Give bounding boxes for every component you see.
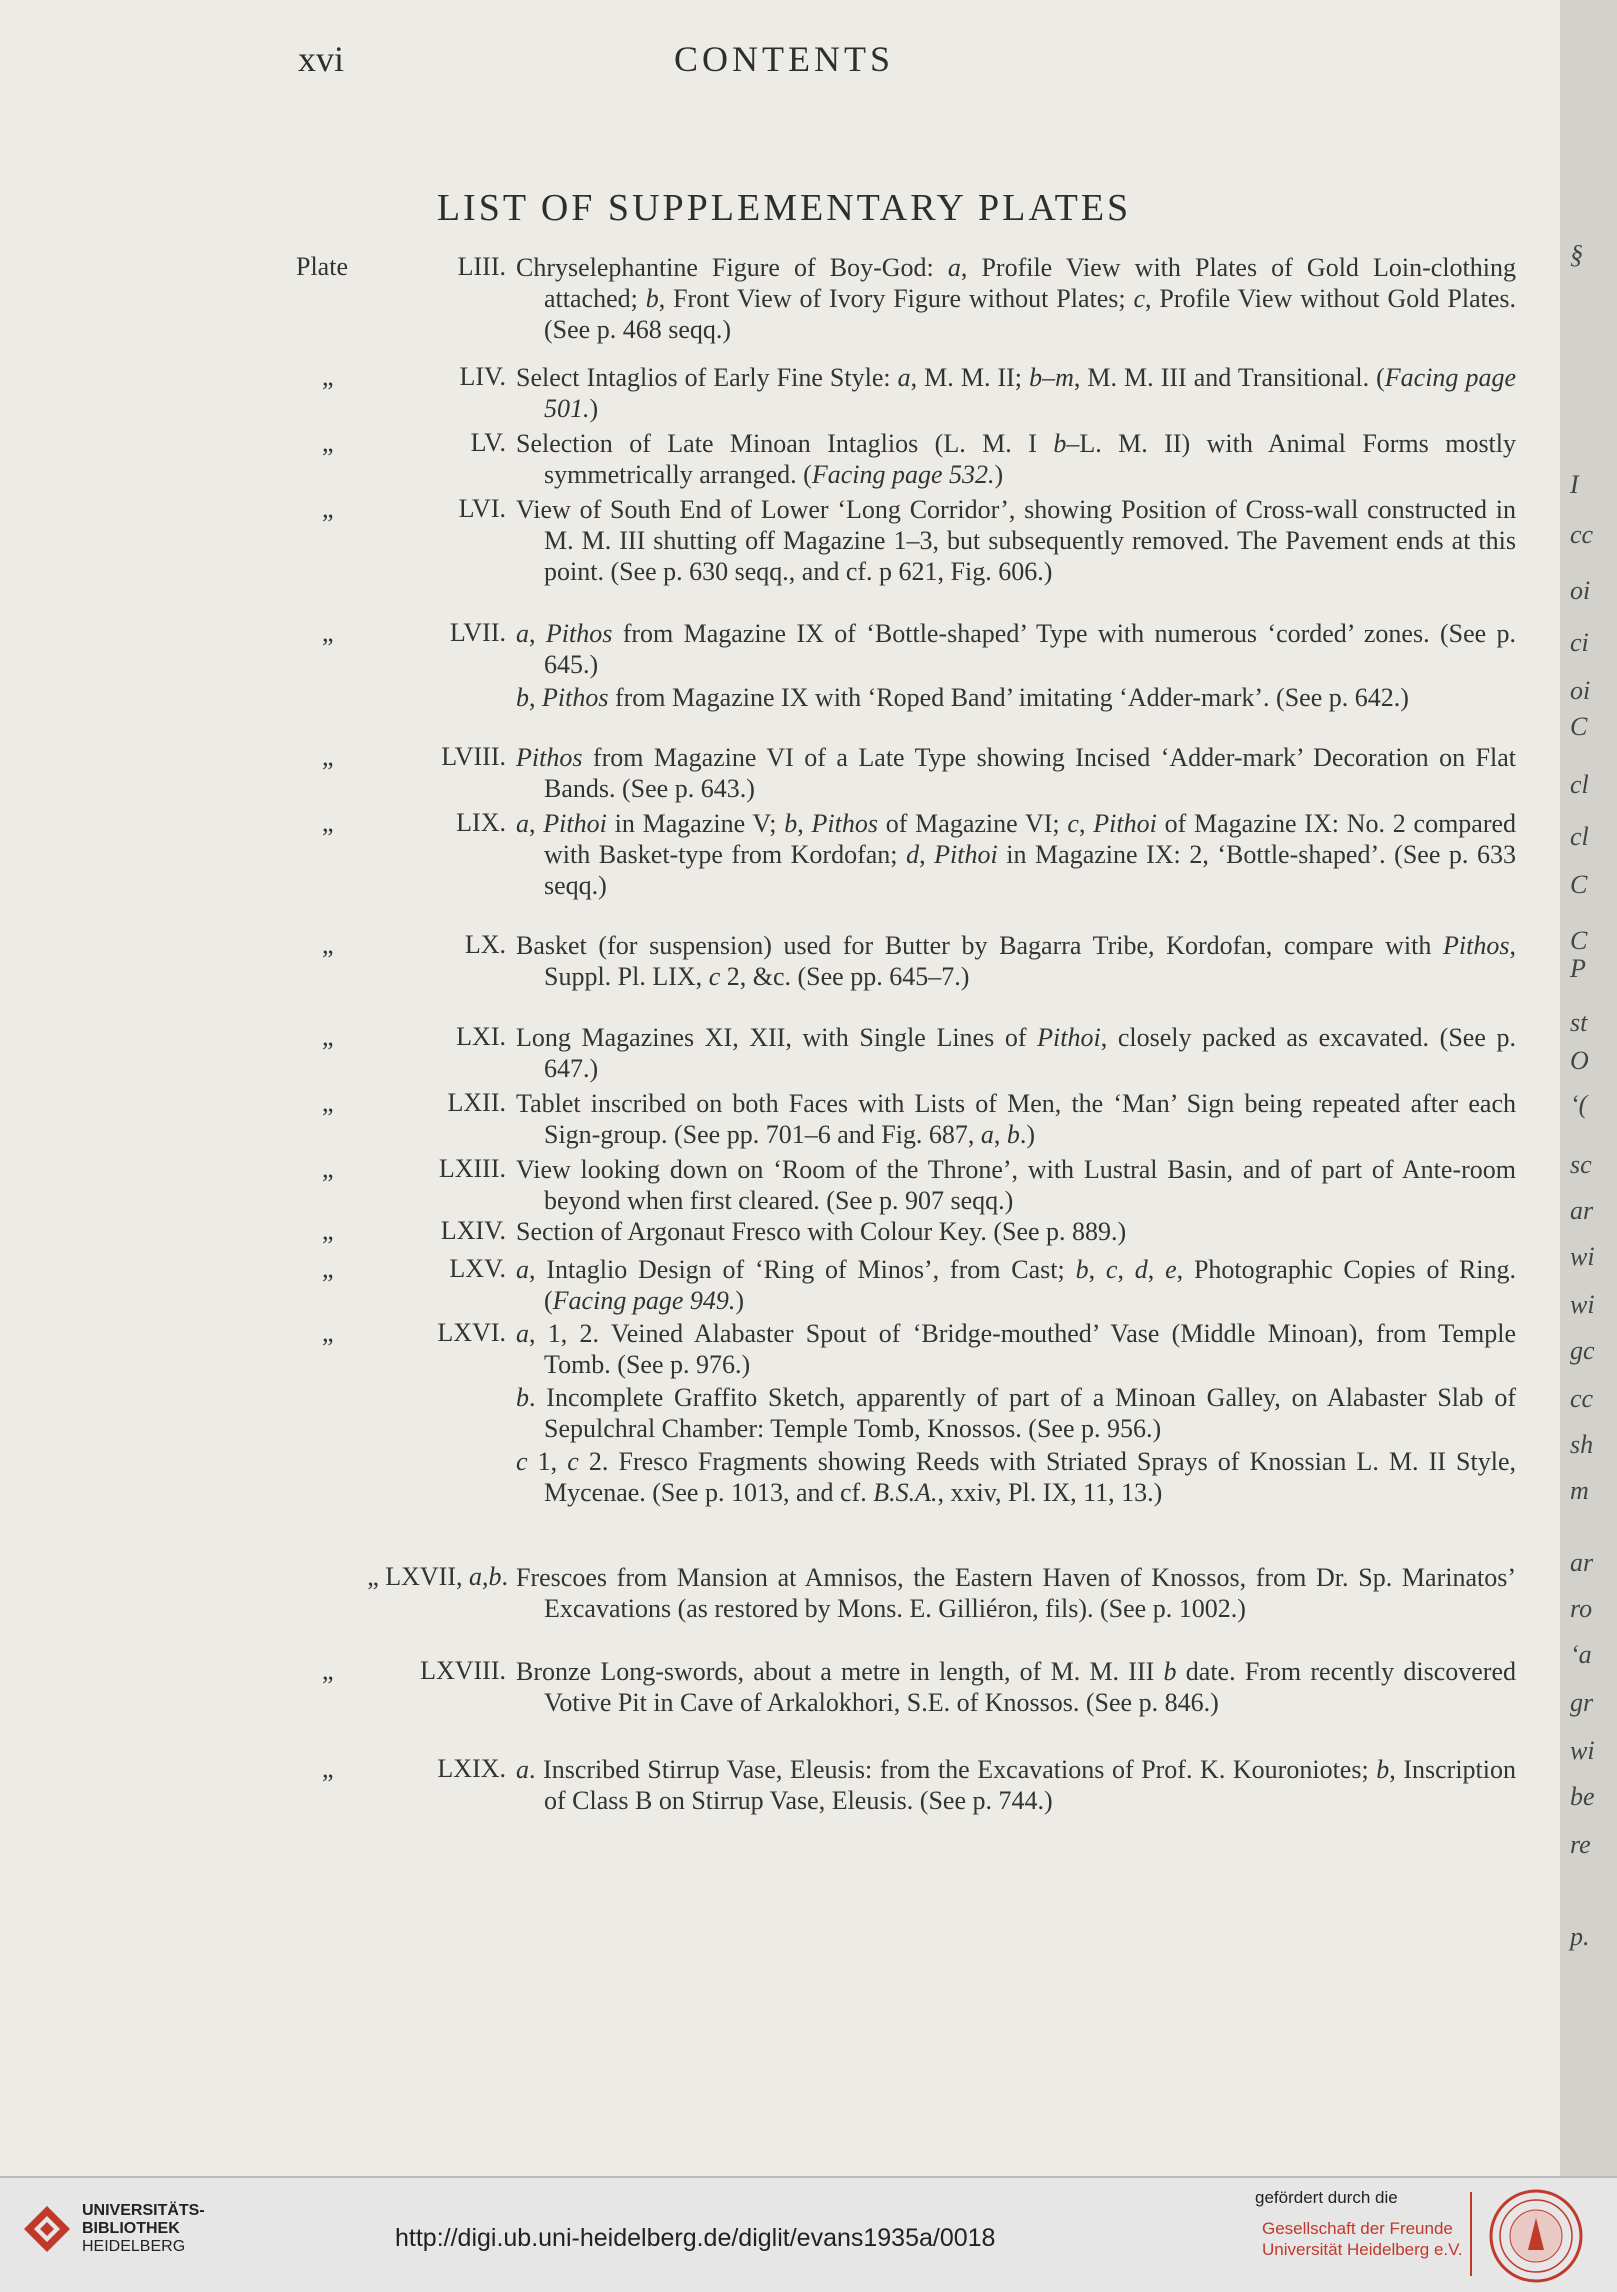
plate-number: LV. — [470, 428, 506, 457]
ditto-mark: „ — [322, 1254, 334, 1283]
description-paragraph: Long Magazines XI, XII, with Single Lines of Pithoi, closely packed as excavated. (See p. 647.) — [516, 1023, 1517, 1083]
plate-description — [516, 808, 1516, 903]
ditto-mark: „ — [322, 1088, 334, 1117]
facing-page-fragment: O — [1570, 1046, 1589, 1075]
funded-by-label: gefördert durch die — [1255, 2188, 1398, 2207]
facing-page-fragment: oi — [1570, 676, 1591, 705]
plate-number: LXIX. — [437, 1754, 506, 1783]
facing-page-fragment: st — [1570, 1008, 1588, 1037]
description-paragraph: Frescoes from Mansion at Amnisos, the Eastern Haven of Knossos, from Dr. Sp. Marinatos’ Excavations (as restored by Mons. E. Gilliéron, fils). (See p. 1002.) — [516, 1563, 1516, 1623]
society-line-1: Gesellschaft der Freunde — [1262, 2219, 1453, 2238]
society-name — [1262, 2218, 1463, 2260]
ditto-mark: „ — [322, 494, 334, 523]
plate-description — [516, 742, 1516, 806]
facing-page-fragment: re — [1570, 1830, 1591, 1859]
facing-page-fragment: ‘( — [1570, 1090, 1588, 1119]
plate-description — [516, 428, 1516, 492]
plate-number: LIV. — [459, 362, 506, 391]
ditto-mark: „ — [322, 618, 334, 647]
description-paragraph: View of South End of Lower ‘Long Corridor’, showing Position of Cross-wall constructed in M. M. III shutting off Magazine 1–3, but subsequently removed. The Pavement ends at this point. (See p. 630 seqq., and cf. p 621, Fig. 606.) — [516, 495, 1516, 586]
plate-number: LXVI. — [437, 1318, 506, 1347]
facing-page-fragment: ro — [1570, 1594, 1593, 1623]
description-paragraph: Chryselephantine Figure of Boy-God: a, Profile View with Plates of Gold Loin-clothing attached; b, Front View of Ivory Figure without Plates; c, Profile View without Gold Plates. (See p. 468 seqq.) — [516, 253, 1517, 344]
facing-page-fragment: cc — [1570, 1384, 1594, 1413]
digitization-footer — [0, 2176, 1617, 2292]
library-line-1: UNIVERSITÄTS- — [82, 2202, 205, 2219]
footer-divider — [1470, 2192, 1472, 2276]
description-paragraph: a. Inscribed Stirrup Vase, Eleusis: from the Excavations of Prof. K. Kouroniotes; b, Inscription of Class B on Stirrup Vase, Eleusis. (See p. 744.) — [516, 1755, 1516, 1815]
ditto-mark: „ — [322, 428, 334, 457]
plate-number: LVIII. — [441, 742, 506, 771]
facing-page-fragment: cc — [1570, 520, 1594, 549]
page-number: xvi — [298, 39, 345, 79]
ditto-mark: „ — [322, 1318, 334, 1347]
ditto-mark: „ — [322, 742, 334, 771]
facing-page-fragment: gc — [1570, 1336, 1595, 1365]
facing-page-fragment: C — [1570, 712, 1588, 741]
description-paragraph: a, Pithos from Magazine IX of ‘Bottle-shaped’ Type with numerous ‘corded’ zones. (See p. 645.) — [516, 619, 1517, 679]
plate-description — [516, 618, 1516, 715]
description-paragraph: Basket (for suspension) used for Butter by Bagarra Tribe, Kordofan, compare with Pithos, Suppl. Pl. LIX, c 2, &c. (See pp. 645–7.) — [516, 931, 1516, 991]
plate-number: LX. — [464, 930, 506, 959]
running-title: CONTENTS — [674, 39, 894, 79]
list-title: LIST OF SUPPLEMENTARY PLATES — [436, 187, 1132, 229]
plate-description — [516, 1216, 1516, 1249]
description-paragraph: View looking down on ‘Room of the Throne’, with Lustral Basin, and of part of Ante-room beyond when first cleared. (See p. 907 seqq.) — [516, 1155, 1516, 1215]
plate-number: LXII. — [447, 1088, 506, 1117]
plate-number: LXIII. — [438, 1154, 506, 1183]
plate-label: Plate — [296, 252, 348, 281]
plate-description — [516, 362, 1516, 426]
description-paragraph: Select Intaglios of Early Fine Style: a, M. M. II; b–m, M. M. III and Transitional. (Facing page 501.) — [516, 363, 1517, 423]
plate-description — [516, 1754, 1516, 1818]
ditto-mark: „ — [322, 1022, 334, 1051]
description-paragraph: a, Pithoi in Magazine V; b, Pithos of Magazine VI; c, Pithoi of Magazine IX: No. 2 compared with Basket-type from Kordofan; d, Pithoi in Magazine IX: 2, ‘Bottle-shaped’. (See p. 633 seqq.) — [516, 809, 1517, 900]
facing-page-fragment: ‘a — [1570, 1640, 1592, 1669]
library-name — [82, 2202, 205, 2256]
plate-number: LXI. — [456, 1022, 506, 1051]
ditto-mark: „ — [322, 930, 334, 959]
facing-page-fragment: wi — [1570, 1242, 1595, 1271]
facing-page-fragment: m — [1570, 1476, 1589, 1505]
facing-page-fragment: cl — [1570, 822, 1589, 851]
plate-description — [516, 1088, 1516, 1152]
facing-page-fragment: sh — [1570, 1430, 1594, 1459]
plate-number: LVI. — [458, 494, 506, 523]
description-paragraph: b, Pithos from Magazine IX with ‘Roped Band’ imitating ‘Adder-mark’. (See p. 642.) — [516, 683, 1409, 712]
university-seal-icon — [1488, 2188, 1584, 2284]
facing-page-fragment: sc — [1570, 1150, 1592, 1179]
ditto-mark: „ — [322, 808, 334, 837]
facing-page-fragment: gr — [1570, 1688, 1594, 1717]
ditto-mark: „ — [322, 362, 334, 391]
facing-page-fragment: § — [1570, 240, 1583, 269]
society-line-2: Universität Heidelberg e.V. — [1262, 2240, 1463, 2259]
description-paragraph: a, 1, 2. Veined Alabaster Spout of ‘Bridge-mouthed’ Vase (Middle Minoan), from Temple Tomb. (See p. 976.) — [516, 1319, 1516, 1379]
library-logo-icon — [22, 2204, 72, 2254]
description-paragraph: Bronze Long-swords, about a metre in length, of M. M. III b date. From recently discovered Votive Pit in Cave of Arkalokhori, S.E. of Knossos. (See p. 846.) — [516, 1657, 1516, 1717]
description-paragraph: Section of Argonaut Fresco with Colour Key. (See p. 889.) — [516, 1217, 1127, 1246]
facing-page-fragment: ci — [1570, 628, 1589, 657]
ditto-mark: „ — [322, 1216, 334, 1245]
facing-page-fragment: ar — [1570, 1548, 1594, 1577]
plate-description — [516, 252, 1516, 347]
plate-description — [516, 1656, 1516, 1720]
facing-page-fragment: oi — [1570, 576, 1591, 605]
facing-page-fragment: C — [1570, 926, 1588, 955]
plate-number: LIII. — [457, 252, 506, 281]
plate-description — [516, 1254, 1516, 1318]
facing-page-edge — [1560, 0, 1617, 2176]
source-url-link[interactable]: http://digi.ub.uni-heidelberg.de/diglit/evans1935a/0018 — [395, 2224, 996, 2252]
facing-page-fragment: wi — [1570, 1290, 1595, 1319]
plate-number: „ LXVII, a,b. — [367, 1562, 508, 1591]
ditto-mark: „ — [322, 1154, 334, 1183]
plate-number: LXIV. — [440, 1216, 506, 1245]
library-line-3: HEIDELBERG — [82, 2238, 186, 2255]
plate-description — [516, 1022, 1516, 1086]
plate-number: LVII. — [449, 618, 506, 647]
description-paragraph: Tablet inscribed on both Faces with Lists of Men, the ‘Man’ Sign being repeated after each Sign-group. (See pp. 701–6 and Fig. 687, a, b.) — [516, 1089, 1516, 1149]
plate-number: LXVIII. — [420, 1656, 506, 1685]
facing-page-fragment: be — [1570, 1782, 1595, 1811]
facing-page-fragment: C — [1570, 870, 1588, 899]
plate-number: LIX. — [456, 808, 506, 837]
description-paragraph: b. Incomplete Graffito Sketch, apparently of part of a Minoan Galley, on Alabaster Slab of Sepulchral Chamber: Temple Tomb, Knossos. (See p. 956.) — [516, 1383, 1516, 1443]
facing-page-fragment: wi — [1570, 1736, 1595, 1765]
description-paragraph: a, Intaglio Design of ‘Ring of Minos’, from Cast; b, c, d, e, Photographic Copies of Ring. (Facing page 949.) — [516, 1255, 1517, 1315]
ditto-mark: „ — [322, 1656, 334, 1685]
description-paragraph: Selection of Late Minoan Intaglios (L. M. I b–L. M. II) with Animal Forms mostly symmetrically arranged. (Facing page 532.) — [516, 429, 1517, 489]
library-line-2: BIBLIOTHEK — [82, 2220, 180, 2237]
facing-page-fragment: ar — [1570, 1196, 1594, 1225]
description-paragraph: c 1, c 2. Fresco Fragments showing Reeds with Striated Sprays of Knossian L. M. II Style, Mycenae. (See p. 1013, and cf. B.S.A., xxiv, Pl. IX, 11, 13.) — [516, 1447, 1516, 1507]
plate-description — [516, 494, 1516, 589]
plate-description — [516, 1154, 1516, 1218]
facing-page-fragment: P — [1570, 954, 1586, 983]
facing-page-fragment: cl — [1570, 770, 1589, 799]
plate-description — [516, 930, 1516, 994]
plate-description — [516, 1562, 1516, 1626]
plate-number: LXV. — [449, 1254, 506, 1283]
ditto-mark: „ — [322, 1754, 334, 1783]
plate-description — [516, 1318, 1516, 1510]
facing-page-fragment: p. — [1570, 1922, 1590, 1951]
facing-page-fragment: I — [1570, 470, 1579, 499]
description-paragraph: Pithos from Magazine VI of a Late Type showing Incised ‘Adder-mark’ Decoration on Flat Bands. (See p. 643.) — [516, 743, 1516, 803]
